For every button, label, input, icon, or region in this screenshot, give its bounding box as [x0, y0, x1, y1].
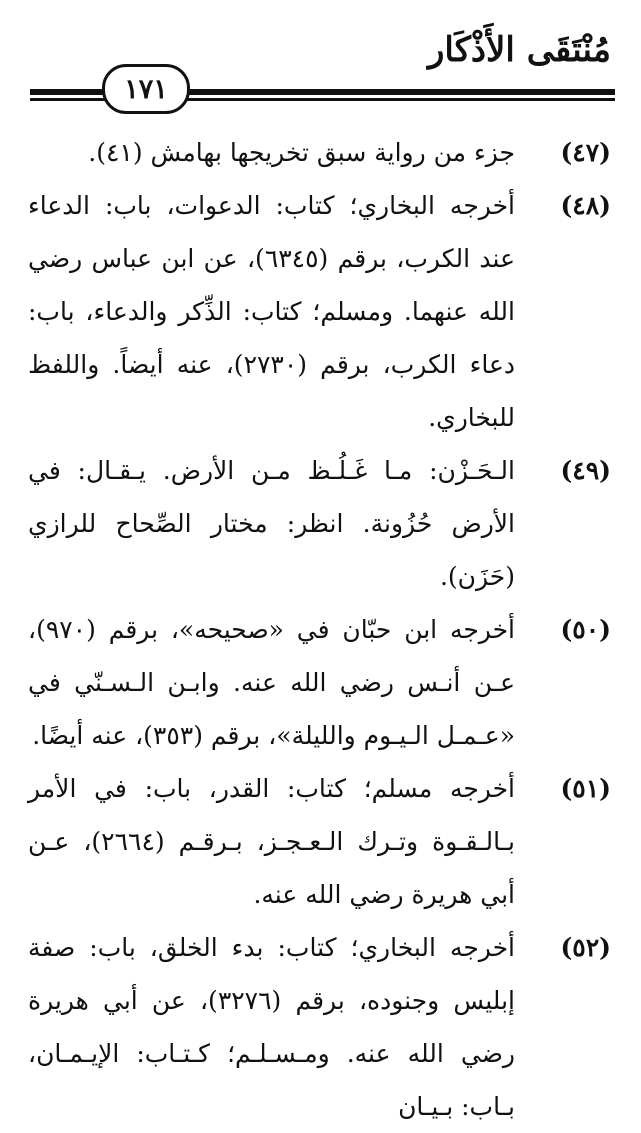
footnotes-list	[28, 126, 611, 1133]
page-header	[0, 0, 641, 110]
footnote-text: أخرجه البخاري؛ كتاب: بدء الخلق، باب: صفة إبليس وجنوده، برقم (٣٢٧٦)، عن أبي هريرة رضي الله عنه. ومـسـلـم؛ كـتـاب: الإيـمـان، بـاب: بـيـان	[28, 933, 515, 1121]
footnote-49	[28, 444, 611, 603]
footnote-text: أخرجه البخاري؛ كتاب: الدعوات، باب: الدعاء عند الكرب، برقم (٦٣٤٥)، عن ابن عباس رضي الله عنهما. ومسلم؛ كتاب: الذِّكر والدعاء، باب: دعاء الكرب، برقم (٢٧٣٠)، عنه أيضاً. واللفظ للبخاري.	[28, 191, 515, 432]
footnote-number: (٤٩)	[560, 456, 611, 485]
footnote-text: أخرجه مسلم؛ كتاب: القدر، باب: في الأمر بـالـقـوة وتـرك الـعـجـز، بـرقـم (٢٦٦٤)، عـن أبي هريرة رضي الله عنه.	[28, 774, 515, 909]
footnote-47	[28, 126, 611, 179]
footnote-text: جزء من رواية سبق تخريجها بهامش (٤١).	[88, 138, 515, 167]
footnote-51	[28, 762, 611, 921]
footnote-50	[28, 603, 611, 762]
footnote-number: (٥٢)	[560, 933, 611, 962]
footnote-text: أخرجه ابن حبّان في «صحيحه»، برقم (٩٧٠)، عـن أنـس رضي الله عنه. وابـن الـسـنّي في «عـمـل الـيـوم والليلة»، برقم (٣٥٣)، عنه أيضًا.	[28, 615, 515, 750]
footnote-48	[28, 179, 611, 444]
footnote-52	[28, 921, 611, 1133]
footnote-text: الـحَـزْن: مـا غَـلُـظ مـن الأرض. يـقـال: في الأرض حُزُونة. انظر: مختار الصِّحاح للرازي (حَزَن).	[28, 456, 515, 591]
running-title: مُنْتَقَى الأَذْكَار	[427, 30, 611, 70]
footnote-number: (٥١)	[560, 774, 611, 803]
footnote-number: (٤٨)	[560, 191, 611, 220]
page-number: ١٧١	[102, 64, 190, 114]
footnote-number: (٥٠)	[560, 615, 611, 644]
footnote-number: (٤٧)	[560, 138, 611, 167]
